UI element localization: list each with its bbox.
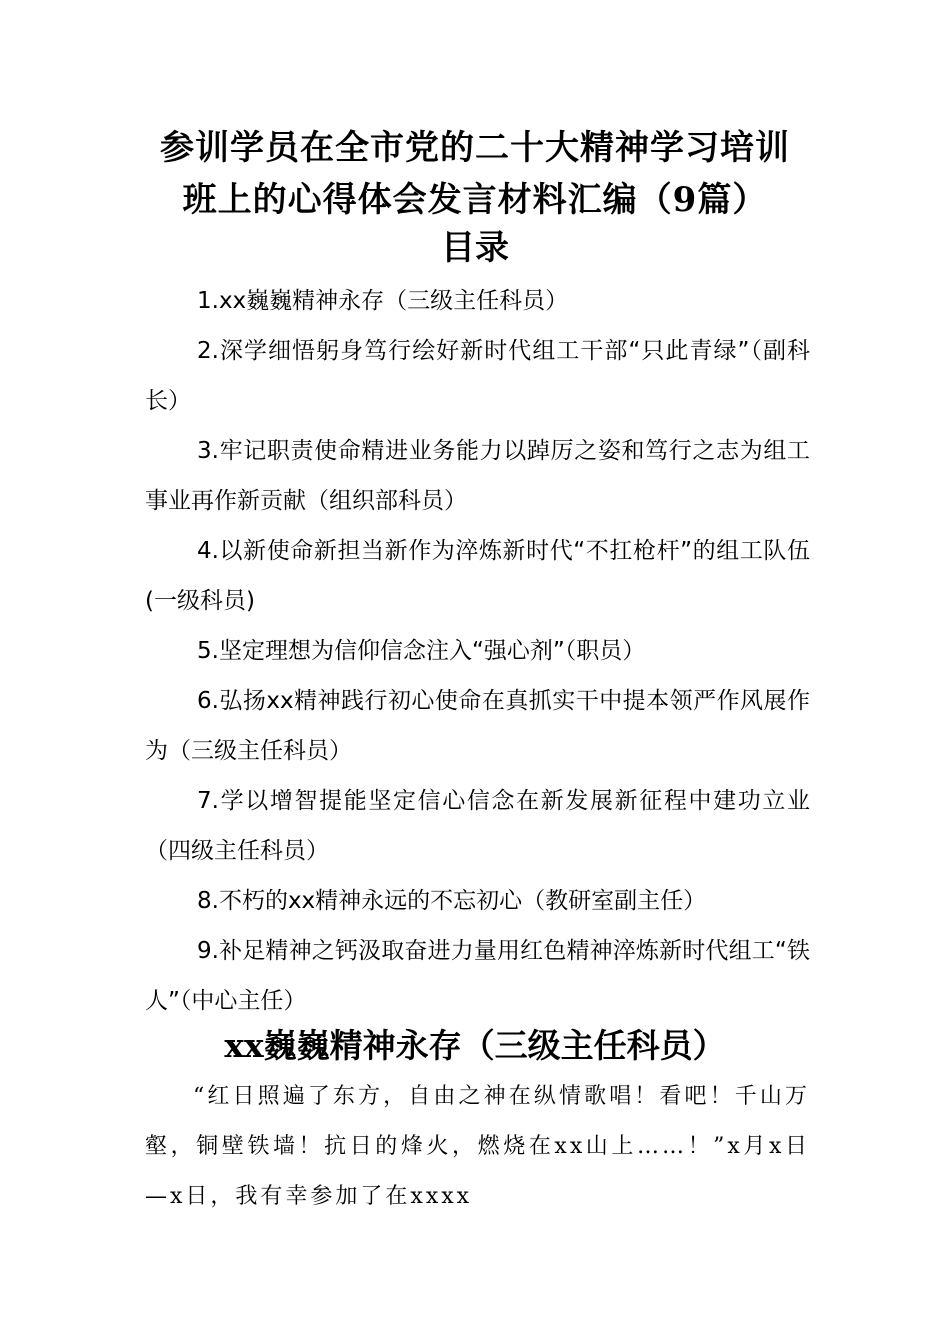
toc-heading: 目录 (441, 228, 509, 268)
toc-item: 7.学以增智提能坚定信心信念在新发展新征程中建功立业（四级主任科员） (145, 788, 810, 864)
toc-item: 6.弘扬xx精神践行初心使命在真抓实干中提本领严作风展作为（三级主任科员） (145, 688, 810, 764)
body-paragraph: “红日照遍了东方，自由之神在纵情歌唱！看吧！千山万壑，铜壁铁墙！抗日的烽火，燃烧在xx山上……！”x月x日—x日，我有幸参加了在xxxx (145, 1084, 810, 1209)
toc-item: 8.不朽的xx精神永远的不忘初心（教研室副主任） (197, 888, 707, 914)
toc-item: 9.补足精神之钙汲取奋进力量用红色精神淬炼新时代组工“铁人”（中心主任） (145, 938, 810, 1014)
document-title-line-2: 班上的心得体会发言材料汇编（9篇） (182, 180, 768, 220)
toc-item: 5.坚定理想为信仰信念注入“强心剂”（职员） (197, 638, 646, 664)
toc-item: 3.牢记职责使命精进业务能力以踔厉之姿和笃行之志为组工事业再作新贡献（组织部科员） (145, 438, 810, 514)
section-title: xx巍巍精神永存（三级主任科员） (224, 1026, 726, 1065)
toc-item: 2.深学细悟躬身笃行绘好新时代组工干部“只此青绿”（副科长） (145, 338, 810, 414)
document-title-line-1: 参训学员在全市党的二十大精神学习培训 (160, 128, 790, 168)
toc-item: 4.以新使命新担当新作为淬炼新时代“不扛枪杆”的组工队伍(一级科员) (145, 538, 810, 614)
table-of-contents (145, 276, 810, 1026)
toc-item: 1.xx巍巍精神永存（三级主任科员） (197, 288, 569, 314)
